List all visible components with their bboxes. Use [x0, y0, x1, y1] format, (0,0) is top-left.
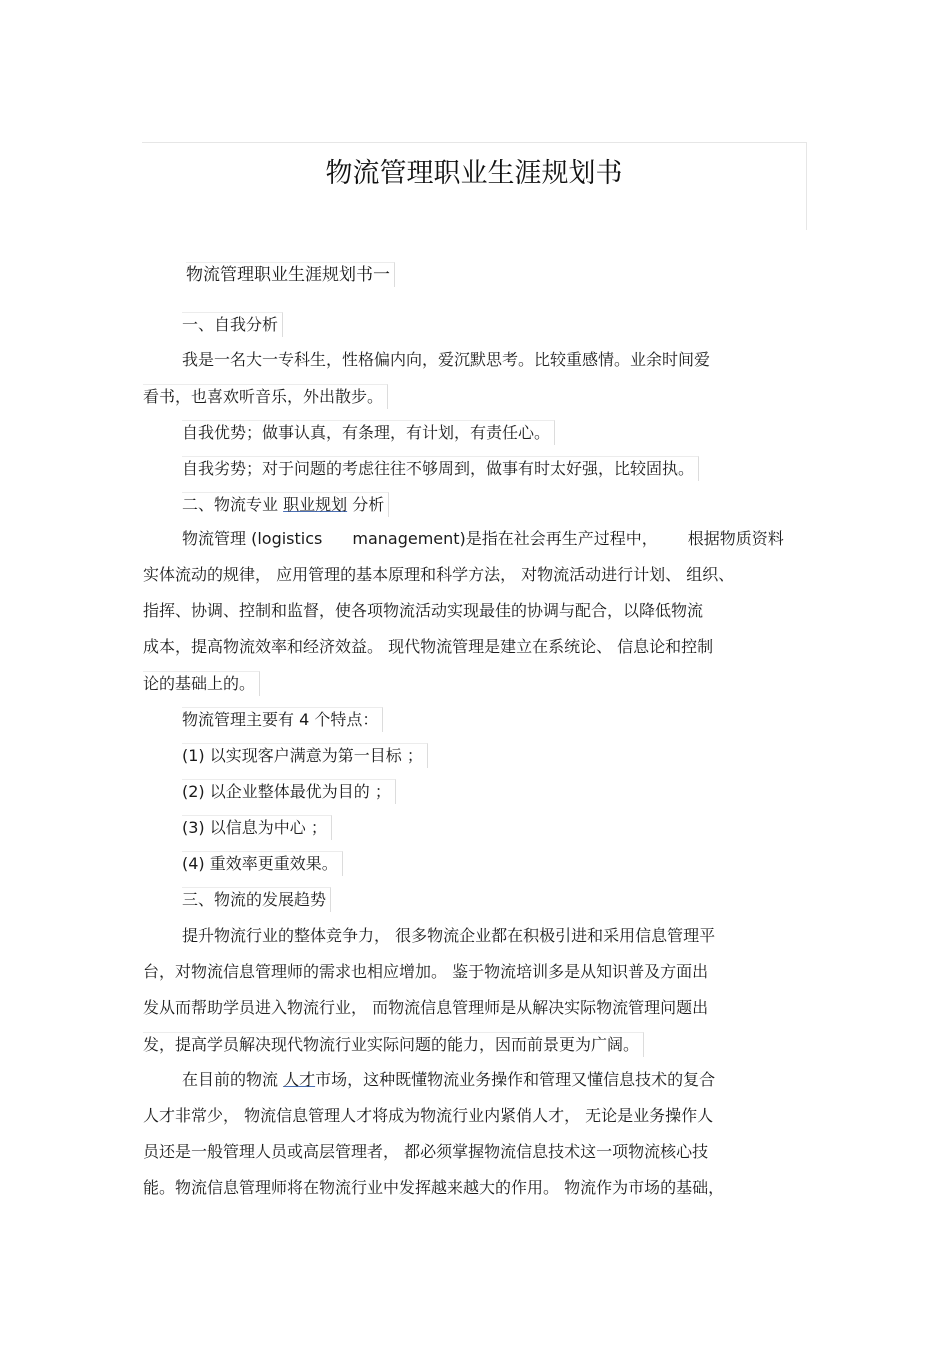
feature-item: (3) 以信息为中心 ； [143, 815, 805, 840]
feature-item: (4) 重效率更重效果。 [143, 851, 805, 876]
feature-item: (1) 以实现客户满意为第一目标 ； [143, 743, 805, 768]
paragraph-line: 论的基础上的。 [143, 671, 805, 696]
paragraph-line: 发，提高学员解决现代物流行业实际问题的能力，因而前景更为广阔。 [143, 1032, 805, 1057]
document-title: 物流管理职业生涯规划书 [325, 158, 623, 189]
paragraph-line: 台，对物流信息管理师的需求也相应增加。 鉴于物流培训多是从知识普及方面出 [143, 962, 709, 981]
paragraph-line: 提升物流行业的整体竞争力， 很多物流企业都在积极引进和采用信息管理平 [182, 926, 716, 945]
paragraph-line: 员还是一般管理人员或高层管理者， 都必须掌握物流信息技术这一项物流核心技 [143, 1142, 709, 1161]
heading-self-analysis: 一、自我分析 [143, 312, 805, 337]
heading-trends: 三、物流的发展趋势 [143, 887, 805, 912]
feature-item: (2) 以企业整体最优为目的 ； [143, 779, 805, 804]
paragraph-line: 指挥、协调、控制和监督，使各项物流活动实现最佳的协调与配合，以降低物流 [143, 601, 704, 620]
paragraph-line: 在目前的物流 人才市场，这种既懂物流业务操作和管理又懂信息技术的复合 [182, 1070, 716, 1089]
paragraph-line: 看书，也喜欢听音乐，外出散步。 [143, 384, 805, 409]
paragraph-features-intro: 物流管理主要有 4 个特点： [143, 707, 805, 732]
paragraph-weaknesses: 自我劣势；对于问题的考虑往往不够周到，做事有时太好强，比较固执。 [143, 456, 805, 481]
heading-career-analysis: 二、物流专业 职业规划 分析 [143, 492, 805, 517]
career-planning-link[interactable]: 职业规划 [283, 495, 348, 514]
paragraph-strengths: 自我优势；做事认真，有条理，有计划，有责任心。 [143, 420, 805, 445]
subtitle: 物流管理职业生涯规划书一 [143, 262, 805, 287]
paragraph-line: 能。物流信息管理师将在物流行业中发挥越来越大的作用。 物流作为市场的基础， [143, 1178, 725, 1197]
paragraph-line: 物流管理 (logistics management)是指在社会再生产过程中， 根据物质资料 [182, 529, 784, 548]
talent-link[interactable]: 人才 [283, 1070, 316, 1089]
paragraph-line: 发从而帮助学员进入物流行业， 而物流信息管理师是从解决实际物流管理问题出 [143, 998, 709, 1017]
paragraph-line: 实体流动的规律， 应用管理的基本原理和科学方法， 对物流活动进行计划、 组织、 [143, 565, 735, 584]
title-box [142, 142, 807, 230]
paragraph-line: 人才非常少， 物流信息管理人才将成为物流行业内紧俏人才， 无论是业务操作人 [143, 1106, 714, 1125]
paragraph-line: 我是一名大一专科生，性格偏内向，爱沉默思考。比较重感情。业余时间爱 [182, 350, 711, 369]
paragraph-line: 成本，提高物流效率和经济效益。 现代物流管理是建立在系统论、 信息论和控制 [143, 637, 714, 656]
